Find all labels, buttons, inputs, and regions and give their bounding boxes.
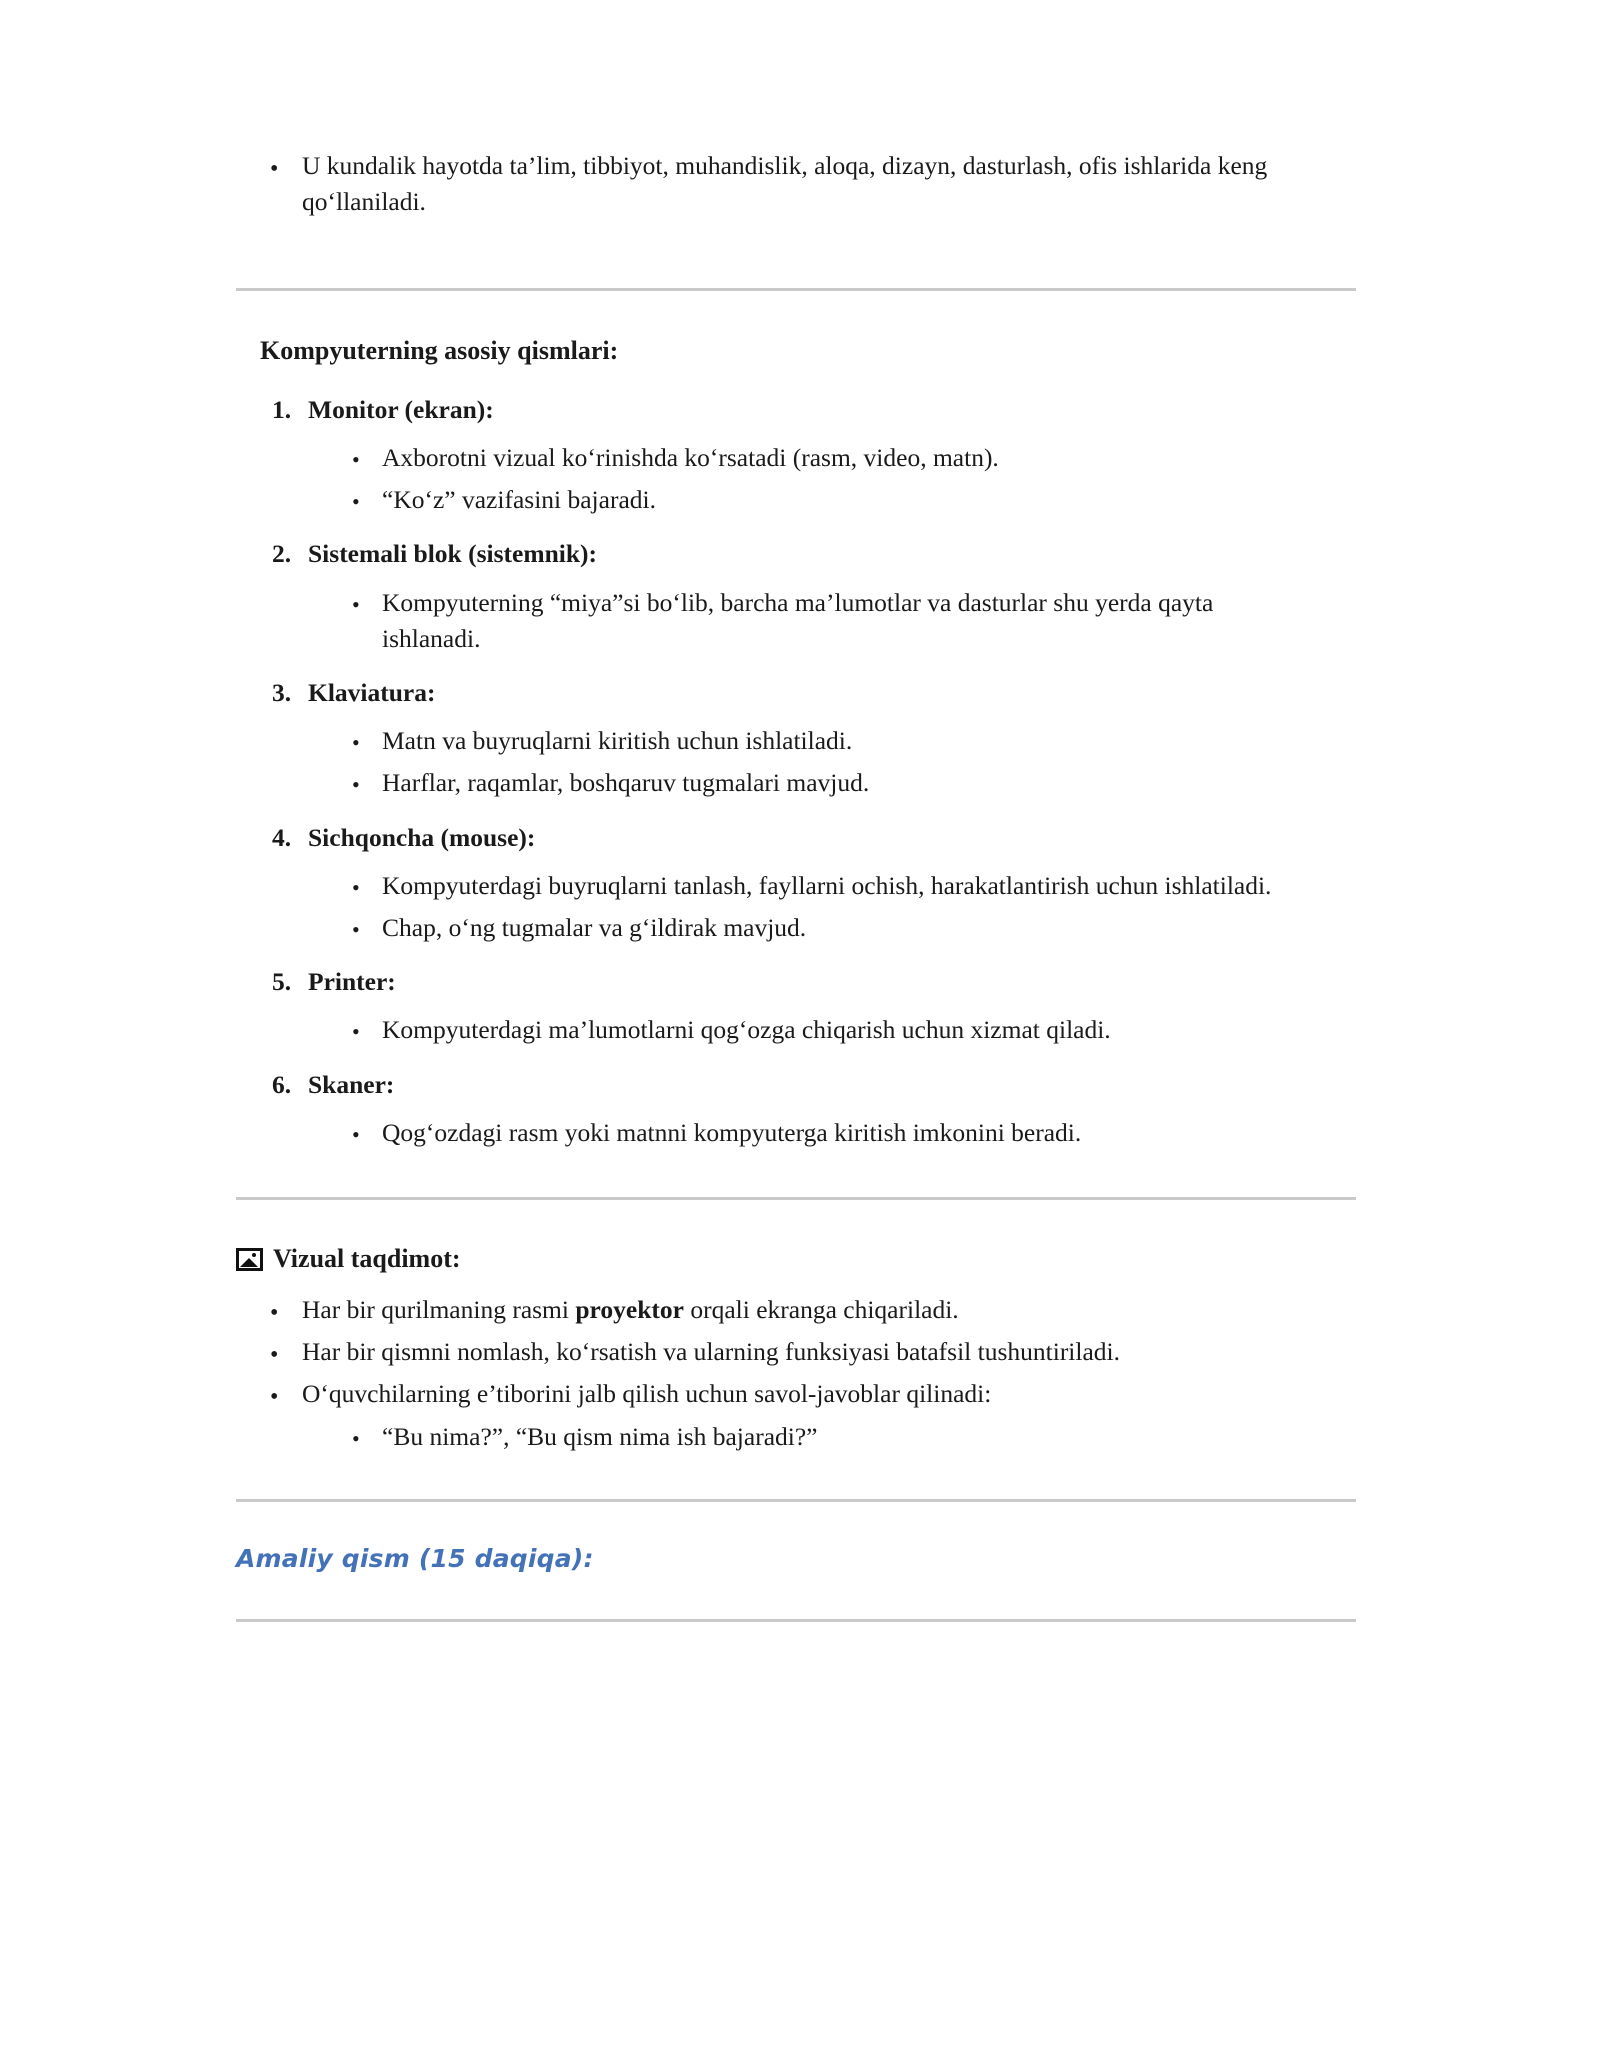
item-title: Sichqoncha (mouse): — [308, 822, 536, 852]
visual-bullet-1-before: Har bir qurilmaning rasmi — [302, 1295, 576, 1325]
bullet-icon: • — [352, 730, 360, 756]
item-number: 6. — [272, 1069, 292, 1099]
detail-text: Matn va buyruqlarni kiritish uchun ishlatiladi. — [382, 726, 853, 756]
item-title: Sistemali blok (sistemnik): — [308, 539, 598, 569]
item-number: 5. — [272, 967, 292, 997]
document-content — [236, 0, 1356, 1622]
visual-presentation-heading — [236, 1244, 1356, 1274]
visual-bullet-3: O‘quvchilarning e’tiborini jalb qilish uchun savol-javoblar qilinadi: — [302, 1379, 992, 1409]
divider-4 — [236, 1619, 1356, 1622]
item-title: Klaviatura: — [308, 678, 436, 708]
bullet-icon: • — [352, 447, 360, 472]
list-item — [236, 482, 1356, 518]
numbered-item — [236, 820, 1356, 856]
detail-text: Axborotni vizual ko‘rinishda ko‘rsatadi (rasm, video, matn). — [382, 443, 999, 472]
numbered-item — [236, 675, 1356, 711]
numbered-item — [236, 392, 1356, 428]
page-title: Kompyuterning asosiy qismlari: — [260, 336, 619, 366]
detail-text: Kompyuterning “miya”si bo‘lib, barcha ma’lumotlar va dasturlar shu yerda qayta ishlanadi. — [382, 587, 1214, 653]
item-number: 2. — [272, 539, 292, 569]
bullet-icon: • — [352, 1121, 360, 1147]
item-title: Printer: — [308, 967, 396, 997]
numbered-item — [236, 1067, 1356, 1103]
list-item — [236, 1334, 1356, 1370]
bullet-icon: • — [352, 874, 360, 900]
item-title: Skaner: — [308, 1069, 395, 1099]
bullet-icon: • — [270, 1384, 279, 1411]
detail-text: Qog‘ozdagi rasm yoki matnni kompyuterga kiritish imkonini beradi. — [382, 1117, 1082, 1147]
bullet-icon: • — [352, 1019, 360, 1045]
detail-text: Kompyuterdagi ma’lumotlarni qog‘ozga chiqarish uchun xizmat qiladi. — [382, 1015, 1111, 1045]
visual-heading-label: Vizual taqdimot: — [273, 1244, 461, 1274]
list-item — [236, 440, 1356, 476]
detail-text: Harflar, raqamlar, boshqaruv tugmalari mavjud. — [382, 768, 870, 798]
visual-sub-bullet: “Bu nima?”, “Bu qism nima ish bajaradi?” — [382, 1421, 818, 1451]
visual-bullet-2: Har bir qismni nomlash, ko‘rsatish va ularning funksiyasi batafsil tushuntiriladi. — [302, 1337, 1121, 1367]
list-item — [236, 1292, 1356, 1328]
item-number: 1. — [272, 394, 292, 424]
bullet-icon: • — [352, 489, 360, 515]
detail-text: Chap, o‘ng tugmalar va g‘ildirak mavjud. — [382, 913, 807, 943]
list-item — [236, 1115, 1356, 1151]
bullet-icon: • — [352, 1425, 360, 1451]
framed-picture-icon — [236, 1248, 263, 1271]
detail-text: “Ko‘z” vazifasini bajaradi. — [382, 485, 656, 515]
list-item — [236, 910, 1356, 946]
bullet-icon: • — [270, 156, 279, 182]
visual-bullet-1-bold: proyektor — [575, 1295, 684, 1325]
list-item — [236, 1376, 1356, 1412]
visual-bullet-1-after: orqali ekranga chiqariladi. — [683, 1295, 959, 1325]
list-item — [236, 868, 1356, 904]
item-number: 4. — [272, 822, 292, 852]
list-item — [236, 585, 1356, 657]
list-item — [236, 765, 1356, 801]
list-item — [236, 1012, 1356, 1048]
intro-bullet-text: U kundalik hayotda ta’lim, tibbiyot, muhandislik, aloqa, dizayn, dasturlash, ofis ishlarida keng qo‘llaniladi. — [302, 151, 1268, 217]
numbered-item — [236, 536, 1356, 572]
item-number: 3. — [272, 678, 292, 708]
detail-text: Kompyuterdagi buyruqlarni tanlash, fayllarni ochish, harakatlantirish uchun ishlatiladi. — [382, 870, 1272, 900]
bullet-icon: • — [352, 772, 360, 798]
bullet-icon: • — [270, 1342, 279, 1369]
visual-bullet-1 — [302, 1292, 959, 1328]
bullet-icon: • — [352, 591, 360, 617]
list-item — [236, 148, 1356, 220]
practical-section-heading: Amaliy qism (15 daqiqa): — [236, 1543, 594, 1573]
item-title: Monitor (ekran): — [308, 394, 494, 424]
list-item — [236, 723, 1356, 759]
list-item — [236, 1419, 1356, 1455]
numbered-item — [236, 964, 1356, 1000]
bullet-icon: • — [352, 917, 360, 943]
bullet-icon: • — [270, 1300, 279, 1327]
